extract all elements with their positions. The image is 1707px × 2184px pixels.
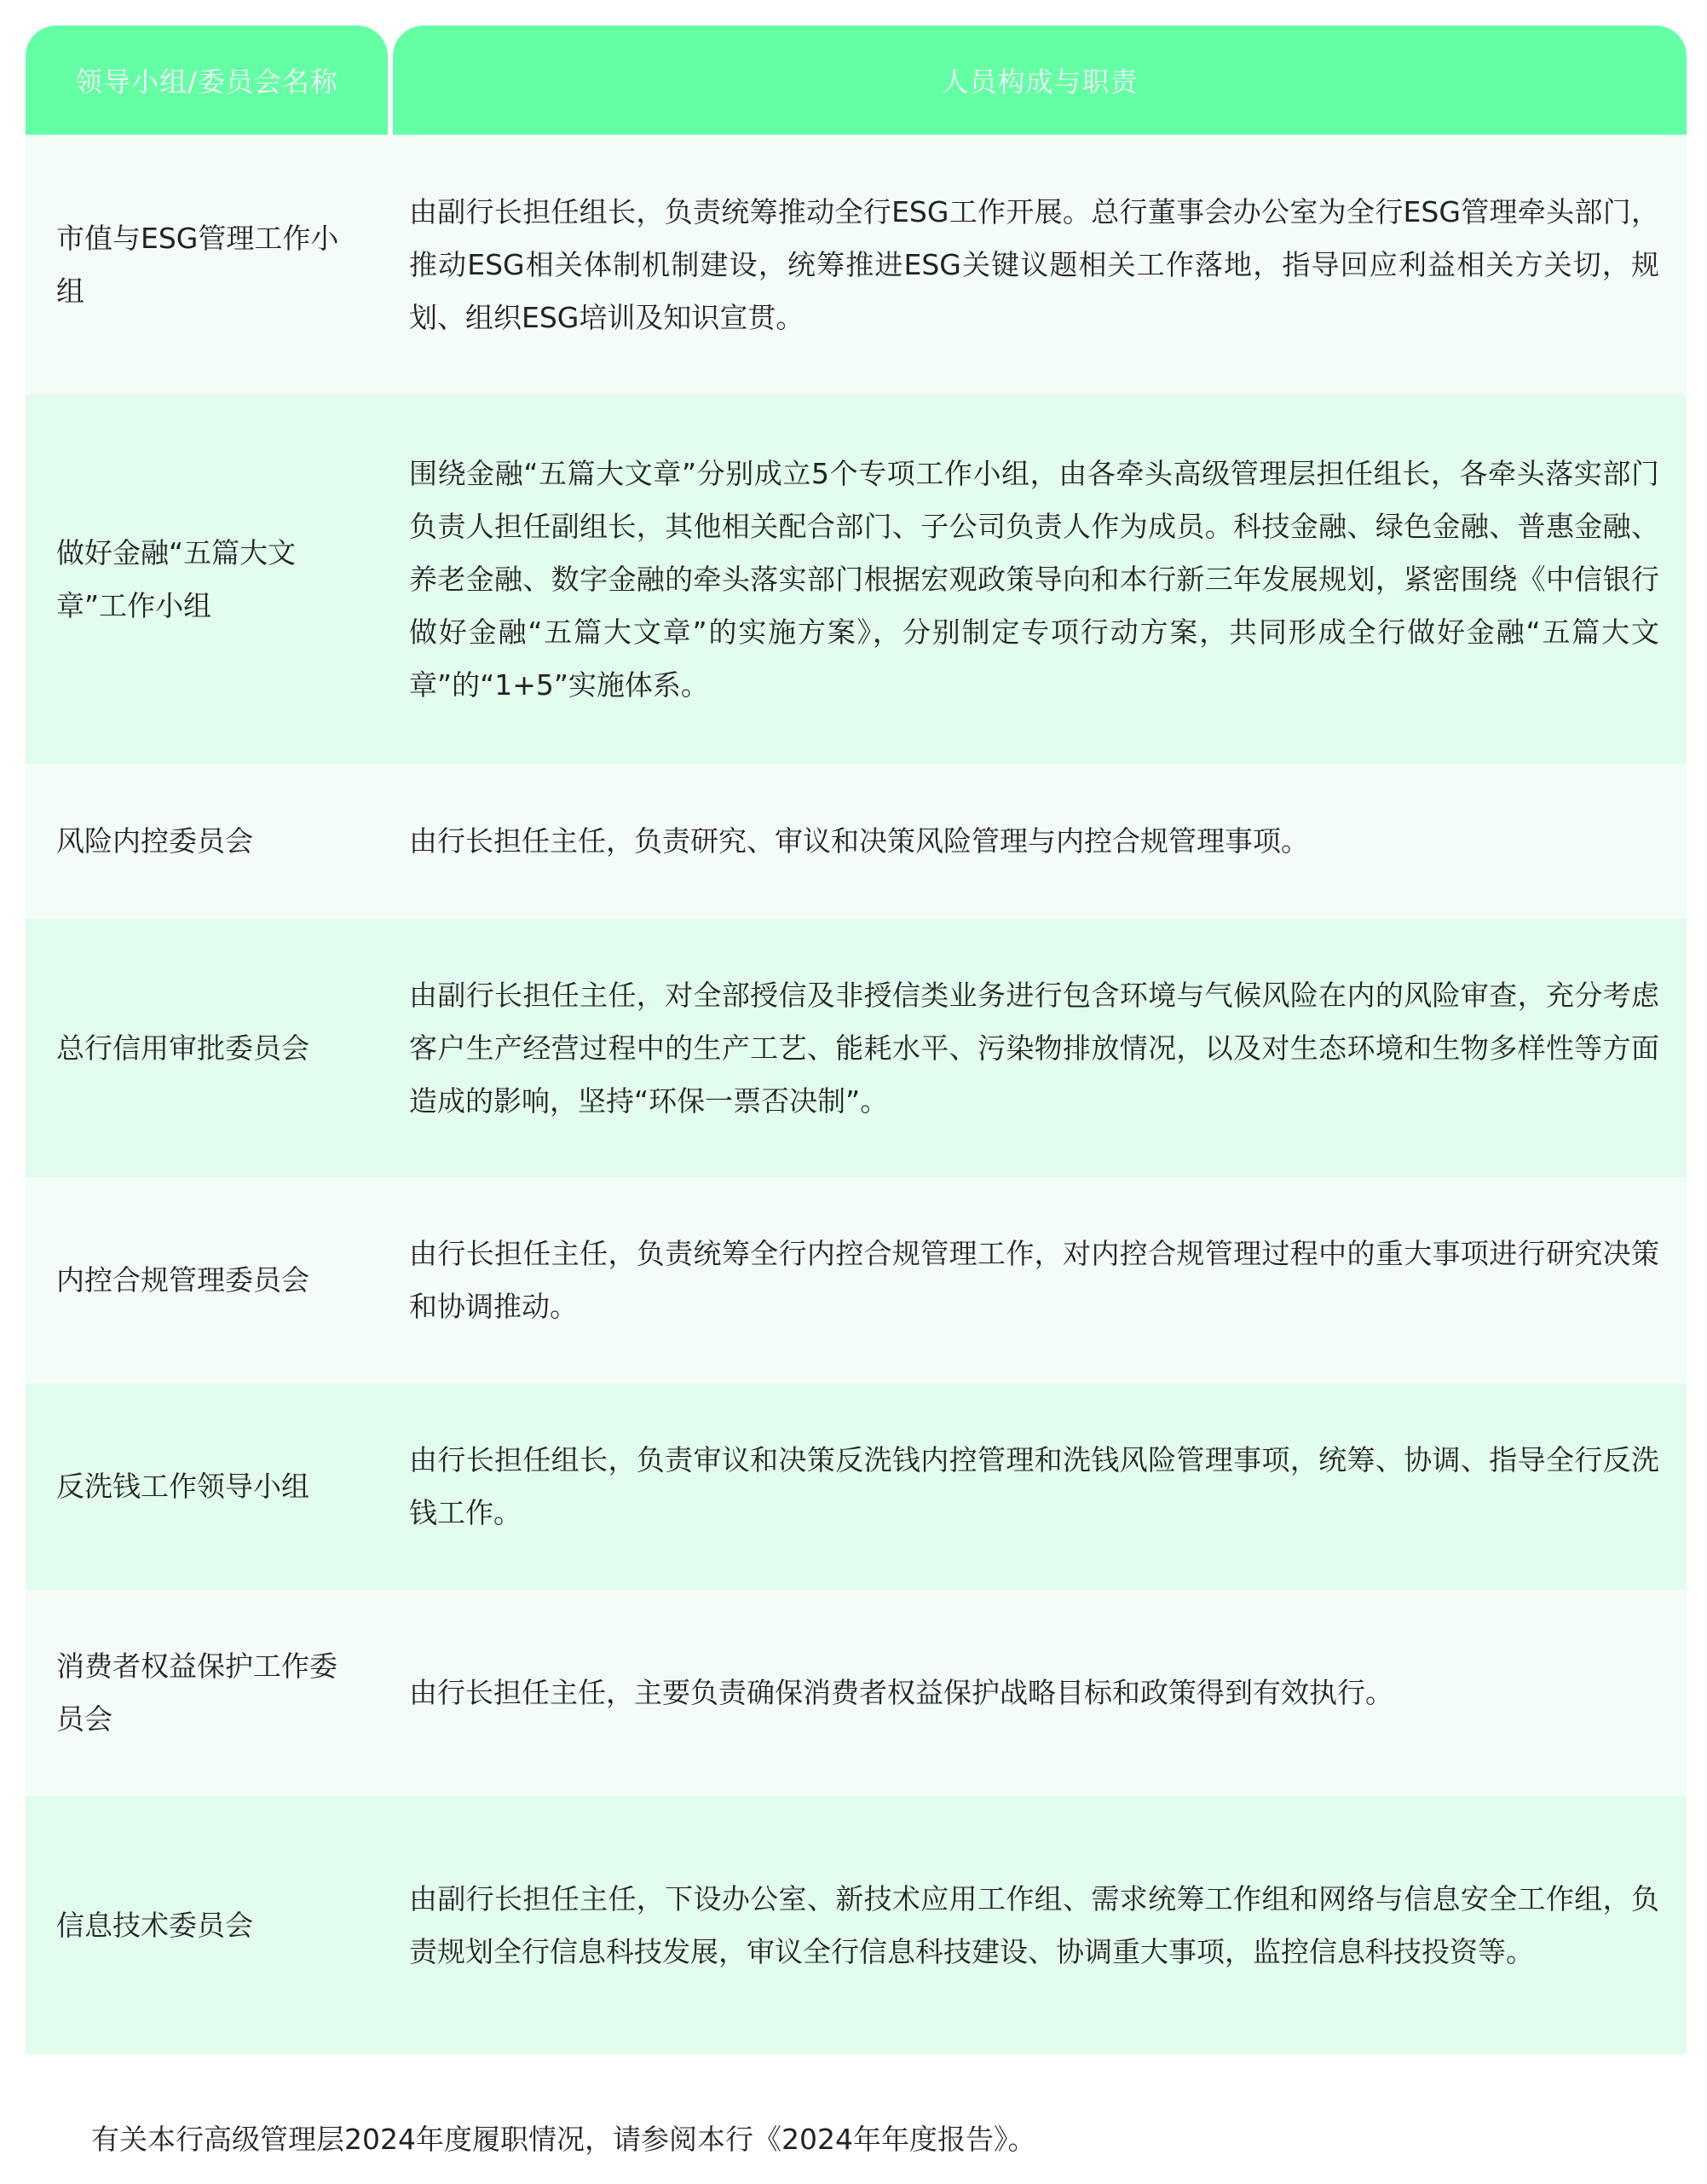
table-row (26, 135, 1687, 395)
committee-name: 信息技术委员会 (56, 1908, 253, 1942)
table-row (26, 1177, 1687, 1384)
committee-name: 总行信用审批委员会 (56, 1031, 309, 1065)
table-row (26, 1796, 1687, 2054)
committee-duty: 围绕金融“五篇大文章”分别成立5个专项工作小组，由各牵头高级管理层担任组长，各牵头落实部门负责人担任副组长，其他相关配合部门、子公司负责人作为成员。科技金融、绿色金融、普惠金融、养老金融、数字金融的牵头落实部门根据宏观政策导向和本行新三年发展规划，紧密围绕《中信银行做好金融“五篇大文章”的实施方案》，分别制定专项行动方案，共同形成全行做好金融“五篇大文章”的“1+5”实施体系。 (409, 456, 1659, 702)
table-row (26, 919, 1687, 1177)
committee-duty: 由副行长担任主任，下设办公室、新技术应用工作组、需求统筹工作组和网络与信息安全工作组，负责规划全行信息科技发展，审议全行信息科技建设、协调重大事项，监控信息科技投资等。 (409, 1881, 1659, 1968)
committee-duty: 由副行长担任主任，对全部授信及非授信类业务进行包含环境与气候风险在内的风险审查，充分考虑客户生产经营过程中的生产工艺、能耗水平、污染物排放情况，以及对生态环境和生物多样性等方面造成的影响，坚持“环保一票否决制”。 (409, 978, 1659, 1118)
header-duty-column: 人员构成与职责 (393, 26, 1687, 135)
footnote: 有关本行高级管理层2024年度履职情况，请参阅本行《2024年年度报告》。 (91, 2123, 1036, 2156)
table-row (26, 764, 1687, 919)
committee-name: 消费者权益保护工作委员会 (56, 1650, 337, 1736)
header-name-column: 领导小组/委员会名称 (26, 26, 388, 135)
committee-duty: 由行长担任主任，主要负责确保消费者权益保护战略目标和政策得到有效执行。 (409, 1676, 1393, 1709)
committee-name: 市值与ESG管理工作小组 (56, 221, 339, 308)
table-row (26, 1590, 1687, 1796)
committee-name: 做好金融“五篇大文章”工作小组 (56, 535, 297, 622)
committee-duty: 由行长担任组长，负责审议和决策反洗钱内控管理和洗钱风险管理事项，统筹、协调、指导全行反洗钱工作。 (409, 1443, 1659, 1529)
committee-name: 内控合规管理委员会 (56, 1263, 309, 1297)
committee-name: 风险内控委员会 (56, 824, 253, 858)
committee-duty: 由副行长担任组长，负责统筹推动全行ESG工作开展。总行董事会办公室为全行ESG管理牵头部门，推动ESG相关体制机制建设，统筹推进ESG关键议题相关工作落地，指导回应利益相关方关切，规划、组织ESG培训及知识宣贯。 (409, 194, 1659, 334)
table-row (26, 395, 1687, 764)
table-row (26, 1384, 1687, 1590)
committee-duty: 由行长担任主任，负责统筹全行内控合规管理工作，对内控合规管理过程中的重大事项进行研究决策和协调推动。 (409, 1237, 1659, 1323)
governance-table (26, 26, 1687, 2054)
committee-duty: 由行长担任主任，负责研究、审议和决策风险管理与内控合规管理事项。 (409, 824, 1309, 858)
table-header (26, 26, 1687, 135)
committee-name: 反洗钱工作领导小组 (56, 1470, 309, 1503)
